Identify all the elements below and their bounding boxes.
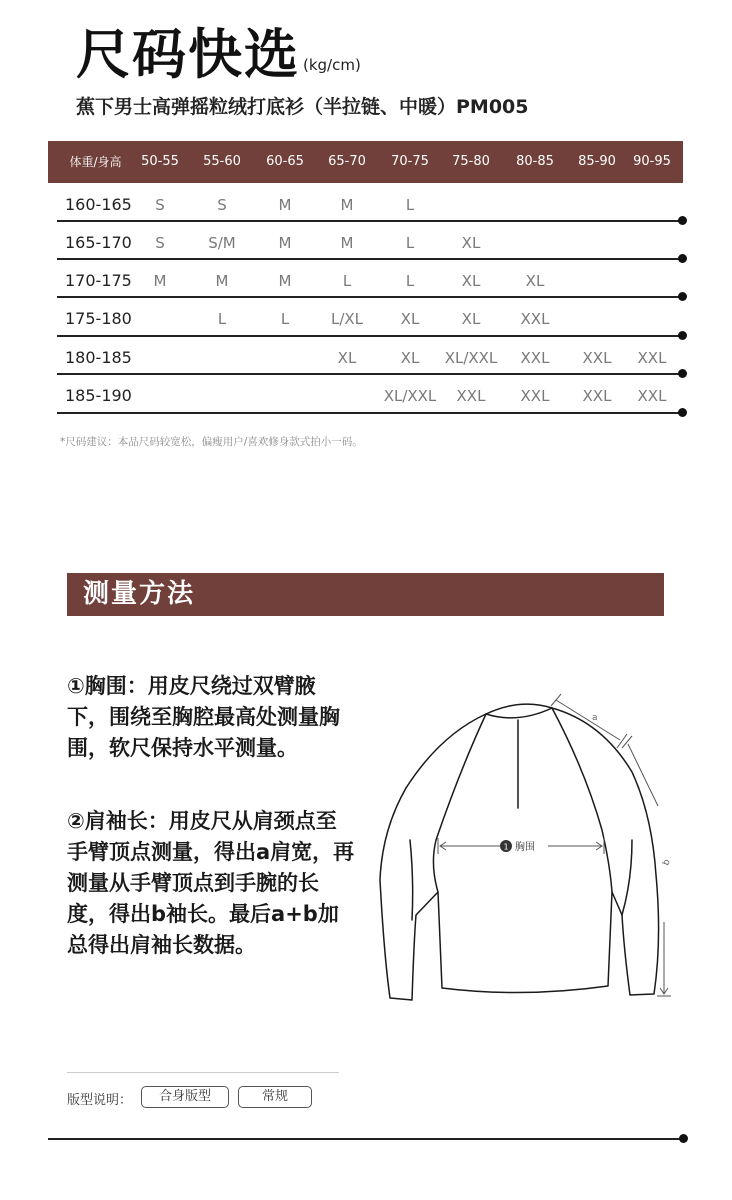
size-cell: XXL	[582, 387, 612, 405]
size-note: *尺码建议：本品尺码较宽松，偏瘦用户/喜欢修身款式拍小一码。	[60, 436, 363, 448]
size-cell: M	[278, 272, 292, 290]
table-row	[57, 222, 683, 260]
row-label: 180-185	[65, 348, 132, 367]
size-cell: S	[217, 196, 227, 214]
bottom-divider-dot	[679, 1134, 688, 1143]
table-row	[57, 337, 683, 375]
size-cell: M	[278, 234, 292, 252]
column-header: 65-70	[328, 154, 366, 169]
chest-number: 1	[503, 842, 509, 852]
column-header: 55-60	[203, 154, 241, 169]
size-cell: XL	[400, 310, 420, 328]
product-name: 蕉下男士高弹摇粒绒打底衫（半拉链、中暖）PM005	[76, 96, 529, 118]
size-table-header	[48, 141, 683, 183]
size-cell: XXL	[637, 387, 667, 405]
size-cell: XL	[337, 349, 357, 367]
size-cell: XXL	[520, 310, 550, 328]
row-label: 165-170	[65, 233, 132, 252]
row-label: 170-175	[65, 271, 132, 290]
size-cell: S	[155, 196, 165, 214]
size-cell: XL	[461, 272, 481, 290]
garment-outline	[380, 708, 659, 1000]
size-cell: XXL	[456, 387, 486, 405]
size-cell: M	[278, 196, 292, 214]
size-cell: L/XL	[330, 310, 364, 328]
chest-instruction: ①胸围：用皮尺绕过双臂腋下，围绕至胸腔最高处测量胸围，软尺保持水平测量。	[67, 674, 340, 760]
table-row	[57, 260, 683, 298]
size-cell: XXL	[520, 387, 550, 405]
right-sleeve-fold	[622, 840, 632, 915]
column-header: 60-65	[266, 154, 304, 169]
left-sleeve-fold	[410, 840, 413, 920]
unit-label: (kg/cm)	[303, 56, 361, 74]
garment-diagram	[370, 680, 690, 1010]
bottom-divider	[48, 1138, 684, 1140]
fit-label: 版型说明：	[67, 1093, 133, 1108]
row-label: 185-190	[65, 386, 132, 405]
size-cell: S	[155, 234, 165, 252]
column-header: 70-75	[391, 154, 429, 169]
sleeve-tick-start	[622, 736, 632, 748]
sleeve-instruction: ②肩袖长：用皮尺从肩颈点至手臂顶点测量，得出a肩宽，再测量从手臂顶点到手腕的长度，得出b袖长。最后a+b加总得出肩袖长数据。	[67, 809, 355, 957]
column-header: 75-80	[452, 154, 490, 169]
size-cell: L	[280, 310, 290, 328]
row-divider-dot	[678, 408, 687, 417]
size-cell: M	[340, 196, 354, 214]
row-label: 160-165	[65, 195, 132, 214]
size-cell: L	[405, 196, 415, 214]
page-title: 尺码快选	[76, 23, 300, 86]
fit-tag: 常规	[238, 1086, 312, 1108]
size-cell: L	[342, 272, 352, 290]
section-title: 测量方法	[83, 579, 196, 609]
size-cell: XL/XXL	[444, 349, 498, 367]
shoulder-tick-end	[617, 734, 627, 748]
size-cell: XXL	[582, 349, 612, 367]
sleeve-measure-upper	[628, 744, 658, 806]
size-cell: XL	[461, 310, 481, 328]
table-row	[57, 298, 683, 336]
size-cell: XXL	[520, 349, 550, 367]
left-sleeve-seam	[433, 714, 486, 892]
row-divider	[57, 412, 682, 414]
size-cell: XL	[461, 234, 481, 252]
fit-divider	[67, 1072, 339, 1073]
table-corner-label: 体重/身高	[69, 155, 122, 169]
size-cell: M	[215, 272, 229, 290]
table-row	[57, 184, 683, 222]
fit-tag: 合身版型	[141, 1086, 229, 1108]
column-header: 50-55	[141, 154, 179, 169]
shoulder-tick-start	[551, 694, 561, 706]
section-header	[67, 573, 664, 616]
chest-label: 胸围	[515, 842, 535, 853]
size-cell: M	[153, 272, 167, 290]
size-cell: XL/XXL	[383, 387, 437, 405]
size-cell: S/M	[208, 234, 236, 252]
size-cell: XL	[400, 349, 420, 367]
row-label: 175-180	[65, 309, 132, 328]
size-cell: XL	[525, 272, 545, 290]
size-cell: M	[340, 234, 354, 252]
label-a: a	[592, 713, 598, 723]
size-cell: L	[405, 234, 415, 252]
size-cell: L	[405, 272, 415, 290]
table-row	[57, 375, 683, 413]
size-cell: L	[217, 310, 227, 328]
label-b: b	[661, 858, 673, 868]
column-header: 80-85	[516, 154, 554, 169]
size-cell: XXL	[637, 349, 667, 367]
column-header: 85-90	[578, 154, 616, 169]
column-header: 90-95	[633, 154, 671, 169]
